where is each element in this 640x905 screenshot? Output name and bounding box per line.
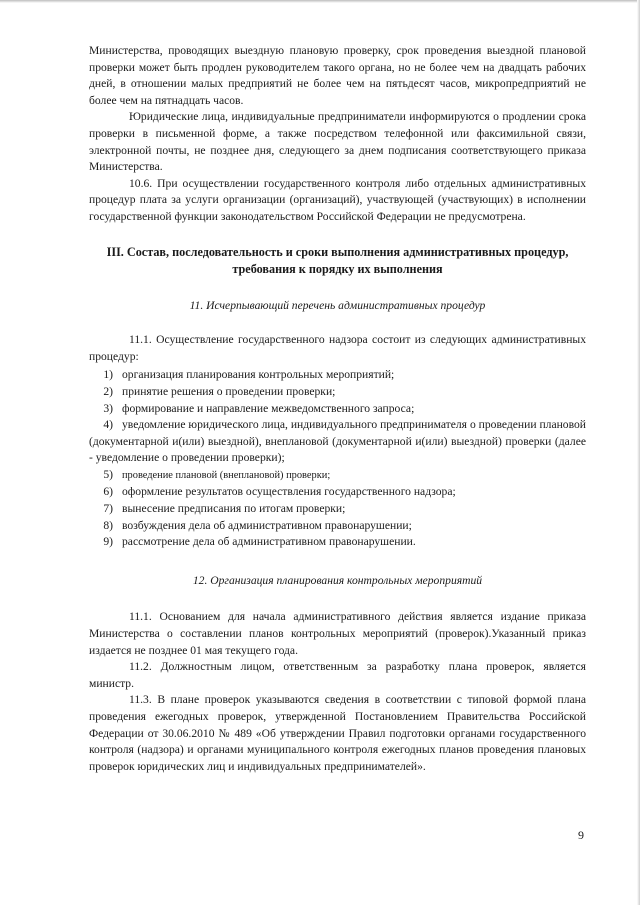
paragraph-12-3: 11.3. В плане проверок указываются сведения в соответствии с типовой формой плана проведения ежегодных проверок, утвержденной Постановлением Правительства Российской Федерации от 30.06.2010 № 489 «Об утверждении Правил подготовки органами государственного контроля (надзора) и органами муниципального контроля ежегодных планов проведения плановых проверок юридических лиц и индивидуальных предпринимателей». xyxy=(89,693,586,773)
list-item-number: 5) xyxy=(103,467,113,481)
list-item-number: 1) xyxy=(103,368,113,382)
list-item-text: рассмотрение дела об административном правонарушении. xyxy=(122,535,416,549)
list-item xyxy=(89,467,586,485)
paragraph-inform: Юридические лица, индивидуальные предприниматели информируются о продлении срока проверки в письменной форме, а также посредством телефонной или факсимильной связи, электронной почты, не позднее дня, следующего за днем подписания соответствующего приказа Министерства. xyxy=(89,110,586,174)
list-item-text: оформление результатов осуществления государственного надзора; xyxy=(122,485,456,499)
list-item xyxy=(89,367,586,384)
list-item xyxy=(89,518,586,535)
list-item xyxy=(89,401,586,418)
section-heading-line1: III. Состав, последовательность и сроки выполнения административных процедур, xyxy=(106,244,569,259)
list-item-number: 9) xyxy=(103,535,113,549)
list-item xyxy=(89,384,586,401)
list-item-number: 6) xyxy=(103,485,113,499)
list-item-number: 2) xyxy=(103,384,113,398)
list-item-text: формирование и направление межведомственного запроса; xyxy=(122,401,415,415)
list-item-text: принятие решения о проведении проверки; xyxy=(122,384,336,398)
list-item xyxy=(89,484,586,501)
paragraph-12-1: 11.1. Основанием для начала административного действия является издание приказа Министерства о составлении планов контрольных мероприятий (проверок).Указанный приказ издается не позднее 01 мая текущего года. xyxy=(89,610,586,657)
page-number: 9 xyxy=(578,828,584,842)
list-item-number: 4) xyxy=(103,418,113,432)
list-item xyxy=(89,501,586,518)
section-heading xyxy=(89,244,586,278)
paragraph-10-6: 10.6. При осуществлении государственного контроля либо отдельных административных процедур плата за услуги организации (организаций), участвующей (участвующих) в исполнении государственной функции законодательством Российской Федерации не предусмотрена. xyxy=(89,176,586,223)
paragraph-11-1: 11.1. Осуществление государственного надзора состоит из следующих административных процедур: xyxy=(89,333,586,363)
paragraph-intro: Министерства, проводящих выездную плановую проверку, срок проведения выездной плановой проверки может быть продлен руководителем такого органа, но не более чем на двадцать рабочих дней, в отношении малых предприятий не более чем на пятьдесят часов, микропредприятий не более чем на пятнадцать часов. xyxy=(89,44,586,107)
scan-edge-top xyxy=(0,0,640,3)
subheading-11: 11. Исчерпывающий перечень административных процедур xyxy=(189,298,486,312)
list-item-text: организация планирования контрольных мероприятий; xyxy=(122,368,395,382)
subheading-12: 12. Организация планирования контрольных мероприятий xyxy=(192,573,483,587)
list-item-number: 3) xyxy=(103,401,113,415)
section-heading-line2: требования к порядку их выполнения xyxy=(232,261,443,276)
list-item-text: вынесение предписания по итогам проверки; xyxy=(122,502,346,516)
paragraph-12-2: 11.2. Должностным лицом, ответственным за разработку плана проверок, является министр. xyxy=(89,660,586,690)
list-item-number: 7) xyxy=(103,502,113,516)
list-item-number: 8) xyxy=(103,518,113,532)
list-item xyxy=(89,534,586,551)
list-item-text: проведение плановой (внеплановой) проверки; xyxy=(122,469,331,481)
document-body xyxy=(89,43,586,775)
list-item-text: возбуждения дела об административном правонарушении; xyxy=(122,518,412,532)
list-item-text: уведомление юридического лица, индивидуального предпринимателя о проведении плановой (документарной и(или) выездной), внеплановой (документарной и(или) выездной) проверки (далее - уведомление о проведении проверки); xyxy=(89,418,586,465)
list-item xyxy=(89,417,586,467)
procedures-list xyxy=(89,367,586,551)
